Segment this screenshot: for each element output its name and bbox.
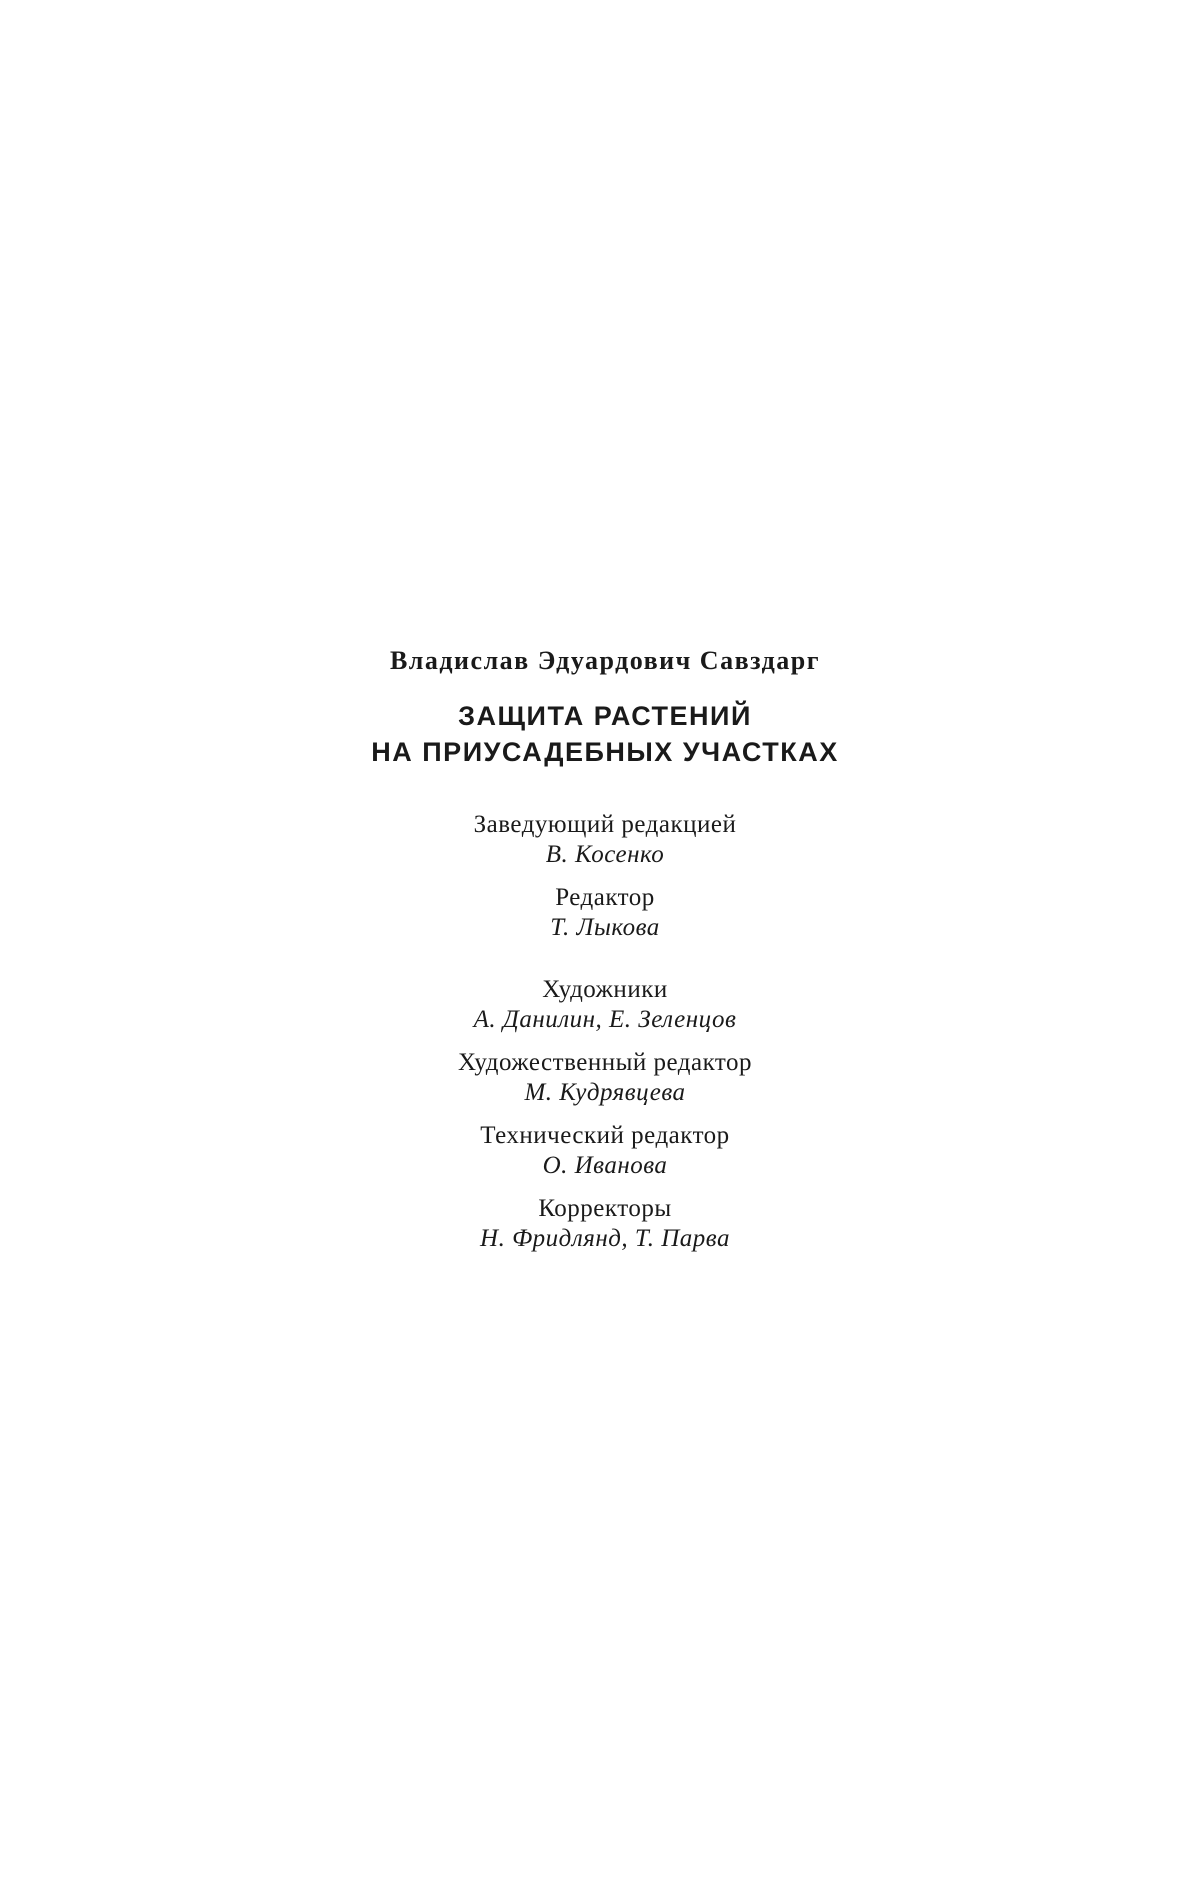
author-name: Владислав Эдуардович Савздарг <box>389 646 821 675</box>
credit-head-of-editorial <box>360 810 850 870</box>
credit-technical-editor <box>360 1121 850 1181</box>
credits-list <box>360 810 850 1254</box>
credit-name: Т. Лыкова <box>550 914 660 941</box>
credit-name: А. Данилин, Е. Зеленцов <box>473 1006 737 1033</box>
book-title <box>360 698 850 770</box>
credit-artists <box>360 975 850 1035</box>
credit-role: Технический редактор <box>480 1122 730 1149</box>
credit-art-editor <box>360 1048 850 1108</box>
credit-role: Редактор <box>555 884 655 911</box>
credit-proofreaders <box>360 1194 850 1254</box>
credit-name: О. Иванова <box>542 1152 668 1179</box>
credit-name: Н. Фридлянд, Т. Парва <box>480 1225 730 1252</box>
credit-name: В. Косенко <box>545 841 665 868</box>
credit-editor <box>360 883 850 943</box>
book-title-line-1: ЗАЩИТА РАСТЕНИЙ <box>458 701 752 731</box>
credit-role: Заведующий редакцией <box>473 811 737 838</box>
credit-role: Художественный редактор <box>458 1049 752 1076</box>
credit-role: Корректоры <box>538 1195 672 1222</box>
book-title-line-2: НА ПРИУСАДЕБНЫХ УЧАСТКАХ <box>371 737 839 767</box>
credit-name: М. Кудрявцева <box>524 1079 686 1106</box>
credit-role: Художники <box>542 976 668 1003</box>
